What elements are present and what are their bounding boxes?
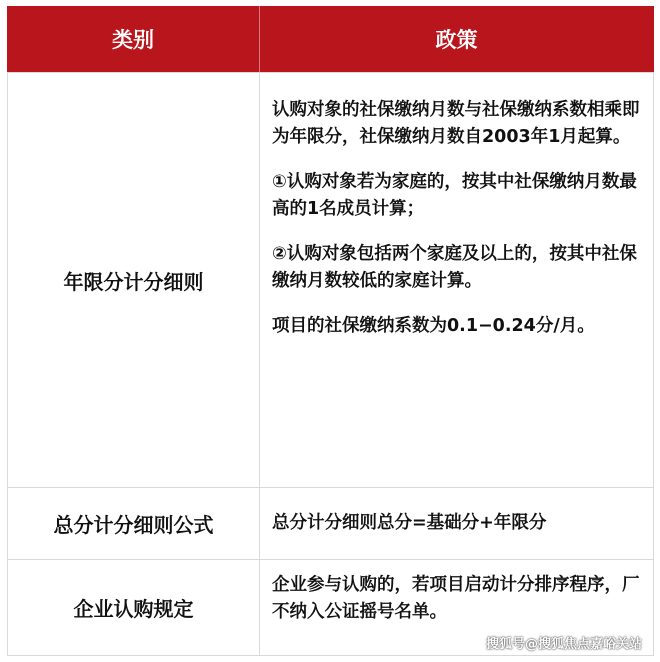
row-2-policy-paragraph: 总分计分细则总分=基础分+年限分 xyxy=(272,513,547,533)
row-1-policy xyxy=(259,72,654,488)
header-divider xyxy=(259,6,260,72)
row-1-policy-paragraph: ②认购对象包括两个家庭及以上的，按其中社保缴纳月数较低的家庭计算。 xyxy=(272,244,637,291)
row-2-category: 总分计分细则公式 xyxy=(7,487,260,560)
row-1-policy-paragraph: 项目的社保缴纳系数为0.1−0.24分/月。 xyxy=(272,316,595,336)
row-3-policy-paragraph: 企业参与认购的，若项目启动计分排序程序，厂不纳入公证摇号名单。 xyxy=(272,575,640,622)
header-policy: 政策 xyxy=(259,6,654,72)
row-1-category: 年限分计分细则 xyxy=(7,72,260,488)
row-2-policy xyxy=(259,487,654,560)
header-category: 类别 xyxy=(7,6,259,72)
row-3-category: 企业认购规定 xyxy=(7,559,260,656)
row-1-policy-paragraph: ①认购对象若为家庭的，按其中社保缴纳月数最高的1名成员计算； xyxy=(272,172,637,219)
watermark: 搜狐号@搜狐焦点嘉峪关站 xyxy=(485,637,642,652)
policy-table xyxy=(7,6,654,656)
row-1-policy-paragraph: 认购对象的社保缴纳月数与社保缴纳系数相乘即为年限分，社保缴纳月数自2003年1月起算。 xyxy=(272,100,640,147)
